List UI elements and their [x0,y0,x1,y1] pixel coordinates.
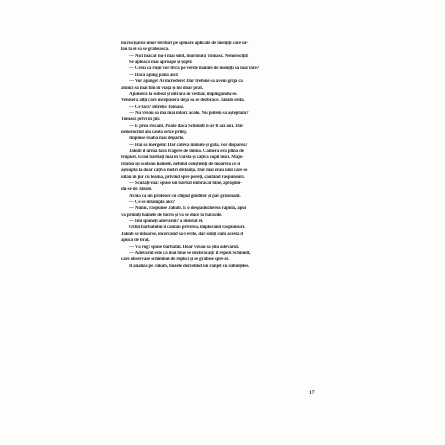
text-line: Jakub îl urmă fără tragere de inimă. Camera era plină de [129,149,244,155]
text-line: Tomasz privi în jur. [121,117,160,123]
text-line: — Adevărul este că mai bine se dezbrăcați! îl repezi Schmidt, [129,250,251,256]
text-line: du-se de Jakub. [121,187,153,193]
text-line: — Crezi că rușii vor livra pe verde înainte de mențiți să mai tare? [129,66,260,72]
text-line: Veniseră alții care începuseră deja să se dezbrace. Jakub ezită. [121,98,245,104]
text-line: Arăta ca un profesor cu chipul ginditor și păr grizonant. [129,193,241,199]
text-line: ritatea își scoteau hainele, nefiind conștienți de moartea ce îi [121,161,240,167]
text-line: nenorocitul ăla caută orice prilej. [121,130,187,136]
text-line: Se apleacă mai aproape și șopti: [129,60,193,66]
text-line: Ochii bărbatului îi căutau privirea, implorând răspunsuri. [129,225,246,231]
page-number: 17 [309,390,315,396]
text-line: — Nu vreau să mă mai întorc acolo. Nu putem să așteptăm? [129,110,249,116]
text-line: apucă de braț. [121,238,150,244]
text-line: — Vor ajunge! Ai încredere! Dar trebuie să avem grijă ca [129,79,243,85]
text-line: Îl analiză pe Jakub, buzele dezvelind un rânjet cu subînțeles. [129,263,250,269]
text-line: — Hai să mergem! Dar câteva minute și gata, vor dispărea! [129,142,248,148]
text-line: Ajunseră la subsol și intrară în vestiar, împingându-se. [129,91,238,97]
text-line: Jakub se întoarse, încercând să-l evite, dar simți cum acesta îl [121,231,243,237]
text-line: Împinse roaba mai departe. [129,136,185,142]
text-line: încrucișarea unor lovituri pe spinare aplicate de mențiți care ur- [121,41,249,46]
body-text [121,41,318,270]
text-line: — Îmi spuneți adevărul? a insistat el. [129,219,204,225]
text-line: — Ce se întâmplă aici? [129,199,175,205]
text-line: — E prea riscant. Poate dacă Schmidt n-ar fi azi aici. Dar [129,123,244,129]
text-line: vă primiți hainele de lucru și vă se duce la barăcile. [121,212,223,218]
text-line: lau la ei să se grăbească. [121,47,169,53]
text-line: trupuri. Erau bărbați mai în vârstă și câțiva copii mici. Majo- [121,155,244,161]
text-line: așteaptă la doar câțiva metri distanță. Dar mai erau unii care se [121,168,248,174]
text-line: uitau în jur cu teamă, privind spre pereți, căutând răspunsuri. [121,174,245,180]
text-line: — Dacă ajung până aici! [129,72,179,78]
text-line: atunci să mai fim în viață și nu doar praf. [121,85,204,91]
text-line: — Ce faci? întrebă Tomasz. [129,104,185,110]
text-line: — Nimic, răspunse Jakub. E o despăducherea rapidă, apoi [129,206,246,212]
text-line: — Vă rog! spuse bărbatul. Doar vreau să știu adevărul. [129,244,239,250]
text-line: care observase schimbul de replici și se grăbise spre ei. [121,257,229,263]
text-line: — Nici măcar nu-l mai simt, murmură Tomasz. Nenorociții! [129,53,249,59]
text-line: — Scuzați-mă! spuse un bărbat îmbrăcat bine, apropiin- [129,180,242,186]
